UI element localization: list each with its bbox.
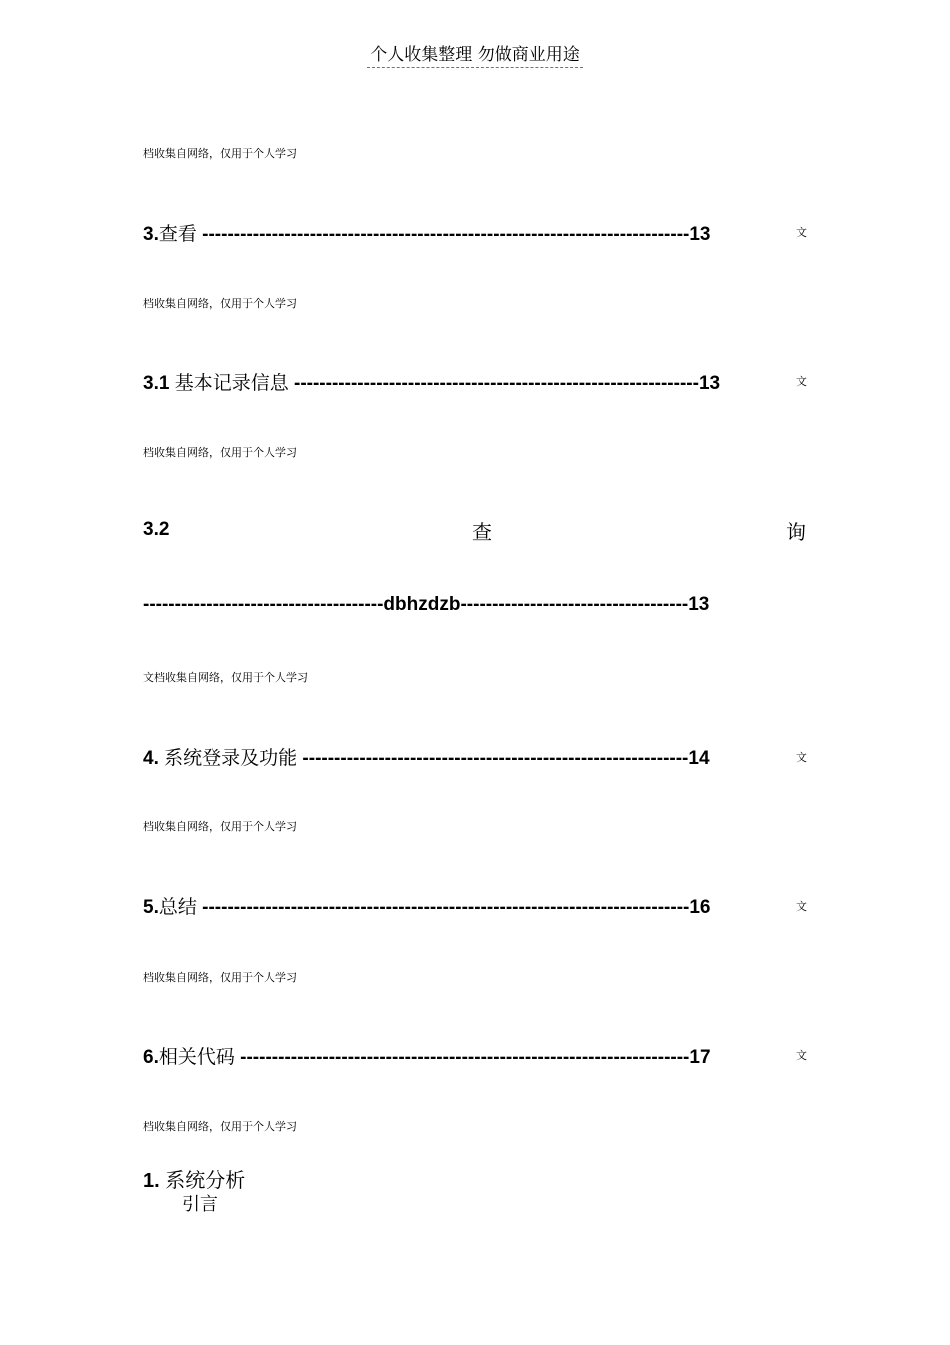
toc-number: 5. [143, 897, 159, 918]
toc-item-6[interactable] [143, 1042, 711, 1069]
toc-item-3-1[interactable] [143, 368, 720, 395]
page-header [0, 40, 950, 65]
toc-item-3-2-title-a: 查 [472, 520, 492, 544]
note-line: 档收集自网络，仅用于个人学习 [143, 147, 297, 160]
toc-title: 基本记录信息 [174, 372, 289, 394]
toc-page: 14 [688, 748, 710, 769]
toc-page: 16 [689, 897, 711, 918]
toc-number: 3. [143, 224, 159, 245]
section-title: 系统分析 [165, 1168, 246, 1192]
side-mark: 文 [796, 375, 807, 388]
note-line: 档收集自网络，仅用于个人学习 [143, 446, 297, 459]
note-line: 档收集自网络，仅用于个人学习 [143, 820, 297, 833]
toc-item-3-2-leader[interactable] [143, 594, 709, 616]
toc-title: 总结 [158, 896, 197, 918]
toc-item-5[interactable] [143, 892, 711, 919]
toc-leader: ----------------------------------------------------------------------------- [196, 224, 690, 245]
toc-leader: ----------------------------------------------------------------------- [234, 1047, 690, 1068]
header-title: 个人收集整理 勿做商业用途 [367, 45, 582, 68]
toc-item-3-2-number: 3.2 [143, 519, 170, 540]
toc-number: 6. [143, 1047, 159, 1068]
subsection-heading: 引言 [182, 1194, 218, 1215]
note-line: 文档收集自网络，仅用于个人学习 [143, 671, 308, 684]
toc-page: 17 [689, 1047, 711, 1068]
note-line: 档收集自网络，仅用于个人学习 [143, 297, 297, 310]
side-mark: 文 [796, 751, 807, 764]
toc-page: 13 [689, 224, 711, 245]
toc-leader-line: --------------------------------------dbhzdzb------------------------------------13 [143, 594, 710, 615]
note-line: 档收集自网络，仅用于个人学习 [143, 971, 297, 984]
toc-title: 查看 [158, 223, 197, 245]
toc-item-3-2-title-b: 询 [786, 520, 806, 544]
side-mark: 文 [796, 226, 807, 239]
toc-leader: ---------------------------------------------------------------- [288, 373, 699, 394]
section-heading [143, 1164, 245, 1193]
side-mark: 文 [796, 1049, 807, 1062]
toc-leader: ----------------------------------------------------------------------------- [196, 897, 690, 918]
toc-leader: ------------------------------------------------------------- [297, 748, 689, 769]
section-number: 1. [143, 1170, 166, 1192]
toc-title: 系统登录及功能 [164, 747, 298, 769]
side-mark: 文 [796, 900, 807, 913]
toc-page: 13 [698, 373, 721, 394]
toc-number: 4. [143, 748, 165, 769]
note-line: 档收集自网络，仅用于个人学习 [143, 1120, 297, 1133]
toc-number: 3.1 [143, 373, 175, 394]
toc-item-4[interactable] [143, 743, 710, 770]
toc-title: 相关代码 [158, 1046, 235, 1068]
toc-item-3[interactable] [143, 219, 711, 246]
